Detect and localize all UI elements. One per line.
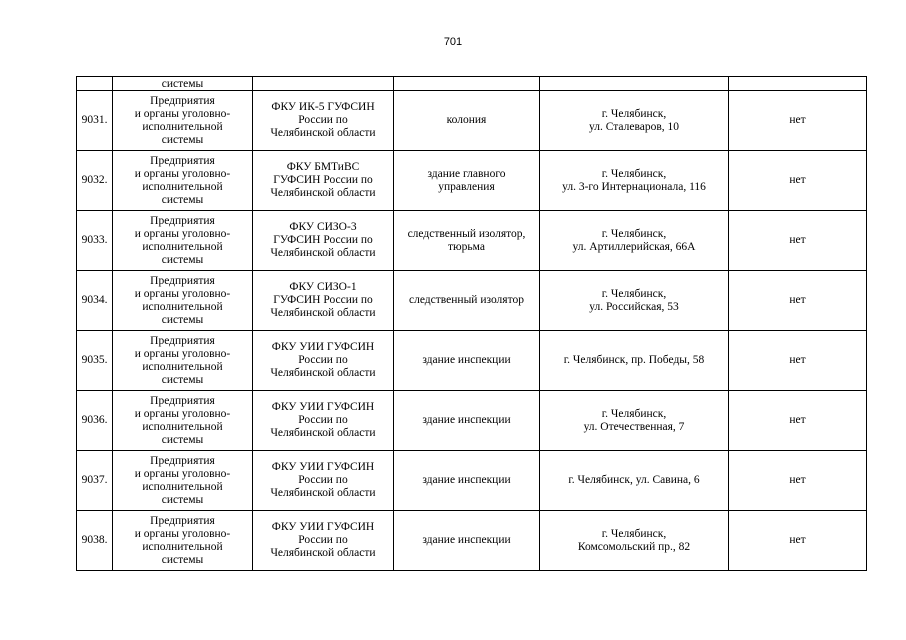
org-line: России по — [298, 474, 348, 486]
cell-organization — [253, 451, 394, 511]
category-line: Предприятия — [150, 94, 215, 107]
type-line: следственный изолятор — [409, 294, 524, 306]
category-line: и органы уголовно- — [134, 167, 231, 180]
table-row — [77, 211, 867, 271]
cell-organization — [253, 271, 394, 331]
org-line: ФКУ СИЗО-3 — [289, 221, 357, 233]
cell-status: нет — [729, 331, 867, 391]
category-line: Предприятия — [150, 154, 215, 167]
cell-number: 9031. — [77, 91, 113, 151]
category-line: Предприятия — [150, 514, 215, 527]
cell-status: нет — [729, 151, 867, 211]
cell-status: нет — [729, 91, 867, 151]
category-line: и органы уголовно- — [134, 407, 231, 420]
cell-status — [729, 77, 867, 91]
category-line: и органы уголовно- — [134, 527, 231, 540]
type-line: здание инспекции — [422, 414, 511, 426]
cell-facility-type — [394, 511, 540, 571]
cell-address — [540, 271, 729, 331]
type-line: следственный изолятор, — [407, 227, 526, 240]
category-line: исполнительной — [142, 420, 223, 433]
category-line: системы — [161, 133, 204, 146]
address-line: г. Челябинск, — [601, 167, 667, 180]
category-line: Предприятия — [150, 454, 215, 467]
cell-number: 9033. — [77, 211, 113, 271]
org-line: Челябинской области — [270, 427, 376, 439]
cell-category — [113, 511, 253, 571]
table-row — [77, 511, 867, 571]
address-line: г. Челябинск, — [601, 287, 667, 300]
org-line: ФКУ СИЗО-1 — [289, 281, 357, 293]
org-line: России по — [298, 414, 348, 426]
category-line: исполнительной — [142, 300, 223, 313]
org-line: ФКУ УИИ ГУФСИН — [271, 341, 375, 353]
address-line: ул. Артиллерийская, 66А — [572, 240, 696, 253]
org-line: Челябинской области — [270, 127, 376, 139]
cell-address — [540, 331, 729, 391]
cell-status: нет — [729, 511, 867, 571]
org-line: ФКУ ИК-5 ГУФСИН — [271, 101, 375, 113]
address-line: г. Челябинск, — [601, 227, 667, 240]
cell-address — [540, 77, 729, 91]
cell-category — [113, 451, 253, 511]
address-line: Комсомольский пр., 82 — [577, 540, 691, 553]
category-line: системы — [161, 553, 204, 566]
category-line: системы — [161, 493, 204, 506]
cell-category — [113, 271, 253, 331]
org-line: Челябинской области — [270, 187, 376, 199]
category-line: Предприятия — [150, 274, 215, 287]
cell-number: 9038. — [77, 511, 113, 571]
org-line: ГУФСИН России по — [273, 234, 373, 246]
org-line: Челябинской области — [270, 367, 376, 379]
org-line: ГУФСИН России по — [273, 174, 373, 186]
continuation-row — [77, 77, 867, 91]
cell-category — [113, 91, 253, 151]
category-line: исполнительной — [142, 240, 223, 253]
cell-number: 9036. — [77, 391, 113, 451]
cell-organization — [253, 151, 394, 211]
type-line: здание инспекции — [422, 354, 511, 366]
org-line: России по — [298, 534, 348, 546]
cell-organization — [253, 511, 394, 571]
cell-status: нет — [729, 211, 867, 271]
category-line: исполнительной — [142, 180, 223, 193]
category-line: исполнительной — [142, 120, 223, 133]
org-line: ГУФСИН России по — [273, 294, 373, 306]
category-line: системы — [161, 253, 204, 266]
org-line: России по — [298, 114, 348, 126]
cell-status: нет — [729, 451, 867, 511]
cell-category — [113, 211, 253, 271]
cell-organization — [253, 211, 394, 271]
cell-category — [113, 391, 253, 451]
org-line: ФКУ БМТиВС — [286, 161, 360, 173]
table-row — [77, 91, 867, 151]
category-line: системы — [161, 433, 204, 446]
cell-facility-type — [394, 271, 540, 331]
address-line: г. Челябинск, пр. Победы, 58 — [563, 354, 705, 366]
cell-number: 9032. — [77, 151, 113, 211]
category-line: Предприятия — [150, 334, 215, 347]
cell-facility-type — [394, 331, 540, 391]
registry-table — [76, 76, 867, 571]
category-line: Предприятия — [150, 214, 215, 227]
org-line: Челябинской области — [270, 307, 376, 319]
category-line: исполнительной — [142, 480, 223, 493]
address-line: ул. 3-го Интернационала, 116 — [562, 180, 706, 193]
type-line: здание главного — [427, 167, 506, 180]
cell-facility-type — [394, 211, 540, 271]
category-line: Предприятия — [150, 394, 215, 407]
org-line: Челябинской области — [270, 547, 376, 559]
org-line: ФКУ УИИ ГУФСИН — [271, 521, 375, 533]
cell-organization — [253, 331, 394, 391]
category-line: исполнительной — [142, 540, 223, 553]
table-row — [77, 331, 867, 391]
cell-address — [540, 511, 729, 571]
cell-organization — [253, 391, 394, 451]
cell-status: нет — [729, 271, 867, 331]
org-line: Челябинской области — [270, 487, 376, 499]
cell-number — [77, 77, 113, 91]
cell-category: системы — [113, 77, 253, 91]
page-number: 701 — [443, 36, 463, 48]
type-line: здание инспекции — [422, 534, 511, 546]
category-line: системы — [161, 373, 204, 386]
table-row — [77, 151, 867, 211]
cell-address — [540, 91, 729, 151]
address-line: ул. Отечественная, 7 — [583, 420, 685, 433]
table-row — [77, 451, 867, 511]
address-line: ул. Российская, 53 — [589, 300, 679, 313]
cell-facility-type — [394, 77, 540, 91]
registry-table-body — [77, 77, 867, 571]
cell-organization — [253, 77, 394, 91]
category-line: системы — [161, 313, 204, 326]
cell-category — [113, 151, 253, 211]
cell-address — [540, 211, 729, 271]
cell-organization — [253, 91, 394, 151]
type-line: здание инспекции — [422, 474, 511, 486]
address-line: ул. Сталеваров, 10 — [588, 120, 680, 133]
category-line: и органы уголовно- — [134, 467, 231, 480]
cell-status: нет — [729, 391, 867, 451]
cell-facility-type — [394, 91, 540, 151]
cell-category — [113, 331, 253, 391]
org-line: Челябинской области — [270, 247, 376, 259]
type-line: управления — [438, 180, 495, 193]
cell-facility-type — [394, 451, 540, 511]
org-line: России по — [298, 354, 348, 366]
cell-address — [540, 451, 729, 511]
address-line: г. Челябинск, — [601, 107, 667, 120]
type-line: колония — [446, 114, 487, 126]
address-line: г. Челябинск, — [601, 407, 667, 420]
category-line: и органы уголовно- — [134, 287, 231, 300]
cell-number: 9035. — [77, 331, 113, 391]
cell-facility-type — [394, 151, 540, 211]
cell-address — [540, 391, 729, 451]
category-line: и органы уголовно- — [134, 227, 231, 240]
address-line: г. Челябинск, — [601, 527, 667, 540]
org-line: ФКУ УИИ ГУФСИН — [271, 461, 375, 473]
cell-address — [540, 151, 729, 211]
org-line: ФКУ УИИ ГУФСИН — [271, 401, 375, 413]
cell-number: 9034. — [77, 271, 113, 331]
cell-number: 9037. — [77, 451, 113, 511]
type-line: тюрьма — [448, 240, 485, 253]
address-line: г. Челябинск, ул. Савина, 6 — [568, 474, 700, 486]
table-row — [77, 391, 867, 451]
cell-facility-type — [394, 391, 540, 451]
category-line: и органы уголовно- — [134, 347, 231, 360]
category-line: исполнительной — [142, 360, 223, 373]
category-line: и органы уголовно- — [134, 107, 231, 120]
table-row — [77, 271, 867, 331]
category-line: системы — [161, 193, 204, 206]
